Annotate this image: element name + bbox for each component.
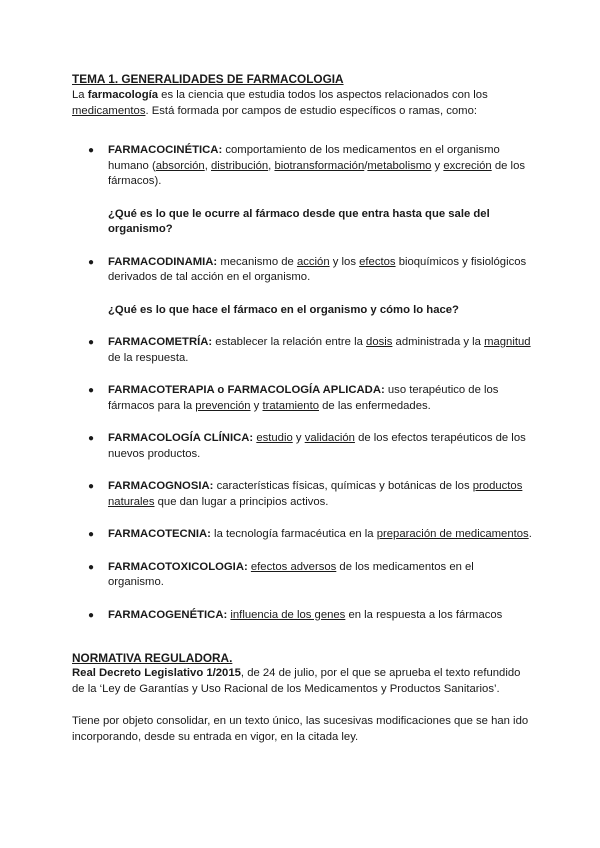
list-item-farmacologia-clinica bbox=[72, 431, 532, 462]
item-text: de los medicamentos en el organismo. bbox=[108, 560, 474, 588]
bullet-icon: ● bbox=[88, 256, 95, 268]
list-item-farmacometria bbox=[72, 335, 532, 366]
item-text: administrada y la bbox=[392, 336, 485, 348]
list-item-farmacogenetica bbox=[72, 608, 532, 624]
list-item-farmacotoxicologia bbox=[72, 560, 532, 591]
item-question: ¿Qué es lo que le ocurre al fármaco desde que entra hasta que sale del organismo? bbox=[108, 207, 490, 235]
item-text: establecer la relación entre la bbox=[212, 336, 367, 348]
item-text: de las enfermedades. bbox=[319, 399, 431, 412]
law-name: Real Decreto Legislativo 1/2015 bbox=[72, 667, 241, 679]
item-text: bioquímicos y fisiológicos derivados de tal acción en el organismo. bbox=[108, 255, 527, 283]
item-text: uso terapéutico de los fármacos para la bbox=[108, 384, 499, 412]
item-underlined: prevención bbox=[195, 399, 251, 412]
item-text: en la respuesta a los fármacos bbox=[345, 608, 503, 621]
item-text: . bbox=[528, 528, 532, 540]
item-text: / bbox=[364, 159, 368, 172]
list-item-farmacognosia bbox=[72, 479, 532, 510]
item-underlined: tratamiento bbox=[262, 399, 319, 412]
bullet-icon: ● bbox=[88, 385, 95, 396]
item-text: que dan lugar a principios activos. bbox=[154, 495, 329, 508]
law-paragraph bbox=[72, 666, 532, 697]
intro-text: . Está formada por campos de estudio específicos o ramas, como: bbox=[145, 104, 478, 117]
bullet-icon: ● bbox=[88, 337, 95, 348]
question-row bbox=[72, 303, 532, 319]
item-underlined: dosis bbox=[366, 336, 393, 348]
item-underlined: magnitud bbox=[484, 336, 531, 348]
bullet-icon: ● bbox=[88, 433, 95, 444]
item-underlined: biotransformación bbox=[274, 159, 365, 172]
item-text: y bbox=[292, 432, 305, 444]
branches-list bbox=[72, 143, 532, 623]
list-item-farmacoterapia bbox=[72, 383, 532, 414]
item-underlined: efectos adversos bbox=[250, 560, 337, 573]
item-text: comportamiento de los medicamentos en el organismo humano ( bbox=[108, 144, 500, 172]
item-term: FARMACOCINÉTICA: bbox=[108, 144, 223, 156]
bullet-icon: ● bbox=[88, 609, 95, 621]
page-title: TEMA 1. GENERALIDADES DE FARMACOLOGIA bbox=[72, 72, 344, 86]
item-term: FARMACOTERAPIA o FARMACOLOGÍA APLICADA: bbox=[108, 384, 385, 396]
item-term: FARMACOGNOSIA: bbox=[108, 480, 214, 492]
item-underlined: preparación de medicamentos bbox=[376, 528, 529, 540]
item-term: FARMACODINAMIA: bbox=[108, 255, 218, 268]
item-text: y los bbox=[329, 255, 360, 268]
bullet-icon: ● bbox=[88, 145, 95, 156]
item-term: FARMACOGENÉTICA: bbox=[108, 608, 228, 621]
item-text: de los fármacos). bbox=[108, 159, 526, 187]
document-page bbox=[72, 72, 532, 745]
objective-paragraph: Tiene por objeto consolidar, en un texto único, las sucesivas modificaciones que se han ido incorporando, desde su entrada en vigor, en la citada ley. bbox=[72, 715, 529, 743]
item-term: FARMACOTOXICOLOGIA: bbox=[108, 560, 248, 573]
item-underlined: acción bbox=[296, 255, 330, 268]
item-underlined: metabolismo bbox=[367, 159, 432, 172]
item-text: de la respuesta. bbox=[108, 351, 189, 364]
item-underlined: distribución bbox=[211, 159, 269, 172]
item-underlined: excreción bbox=[443, 159, 492, 172]
item-text: de los efectos terapéuticos de los nuevos productos. bbox=[108, 432, 526, 460]
item-text: y bbox=[431, 159, 444, 172]
item-text: , bbox=[268, 159, 275, 172]
intro-paragraph bbox=[72, 88, 532, 119]
question-row bbox=[72, 207, 532, 238]
intro-underlined-term: medicamentos bbox=[72, 104, 146, 117]
intro-bold-term: farmacología bbox=[87, 89, 159, 101]
intro-text: es la ciencia que estudia todos los aspectos relacionados con los bbox=[158, 89, 488, 101]
item-text: y bbox=[250, 399, 263, 412]
law-text: , de 24 de julio, por el que se aprueba el texto refundido de la ‘Ley de Garantías y Uso Racional de los Medicamentos y Productos Sanitarios’. bbox=[72, 667, 521, 695]
intro-text: La bbox=[72, 89, 88, 101]
item-underlined: absorción bbox=[155, 159, 205, 172]
item-underlined: productos naturales bbox=[108, 480, 523, 508]
list-item-farmacocinetica bbox=[72, 143, 532, 190]
item-text: la tecnología farmacéutica en la bbox=[210, 528, 377, 540]
item-term: FARMACOMETRÍA: bbox=[108, 336, 213, 348]
bullet-icon: ● bbox=[88, 481, 95, 492]
item-text: características físicas, químicas y botánicas de los bbox=[213, 480, 473, 492]
bullet-icon: ● bbox=[88, 529, 95, 540]
item-term: FARMACOTECNIA: bbox=[108, 528, 211, 540]
item-question: ¿Qué es lo que hace el fármaco en el organismo y cómo lo hace? bbox=[108, 303, 459, 316]
list-item-farmacotecnia bbox=[72, 527, 532, 543]
item-text: mecanismo de bbox=[217, 255, 297, 268]
item-underlined: efectos bbox=[359, 255, 396, 268]
item-underlined: influencia de los genes bbox=[230, 608, 346, 621]
item-underlined: estudio bbox=[256, 432, 293, 444]
item-text: , bbox=[204, 159, 211, 172]
list-item-farmacodinamia bbox=[72, 255, 532, 286]
bullet-icon: ● bbox=[88, 561, 95, 573]
item-term: FARMACOLOGÍA CLÍNICA: bbox=[108, 432, 254, 444]
section-heading-normativa: NORMATIVA REGULADORA. bbox=[72, 651, 233, 665]
item-underlined: validación bbox=[304, 432, 355, 444]
